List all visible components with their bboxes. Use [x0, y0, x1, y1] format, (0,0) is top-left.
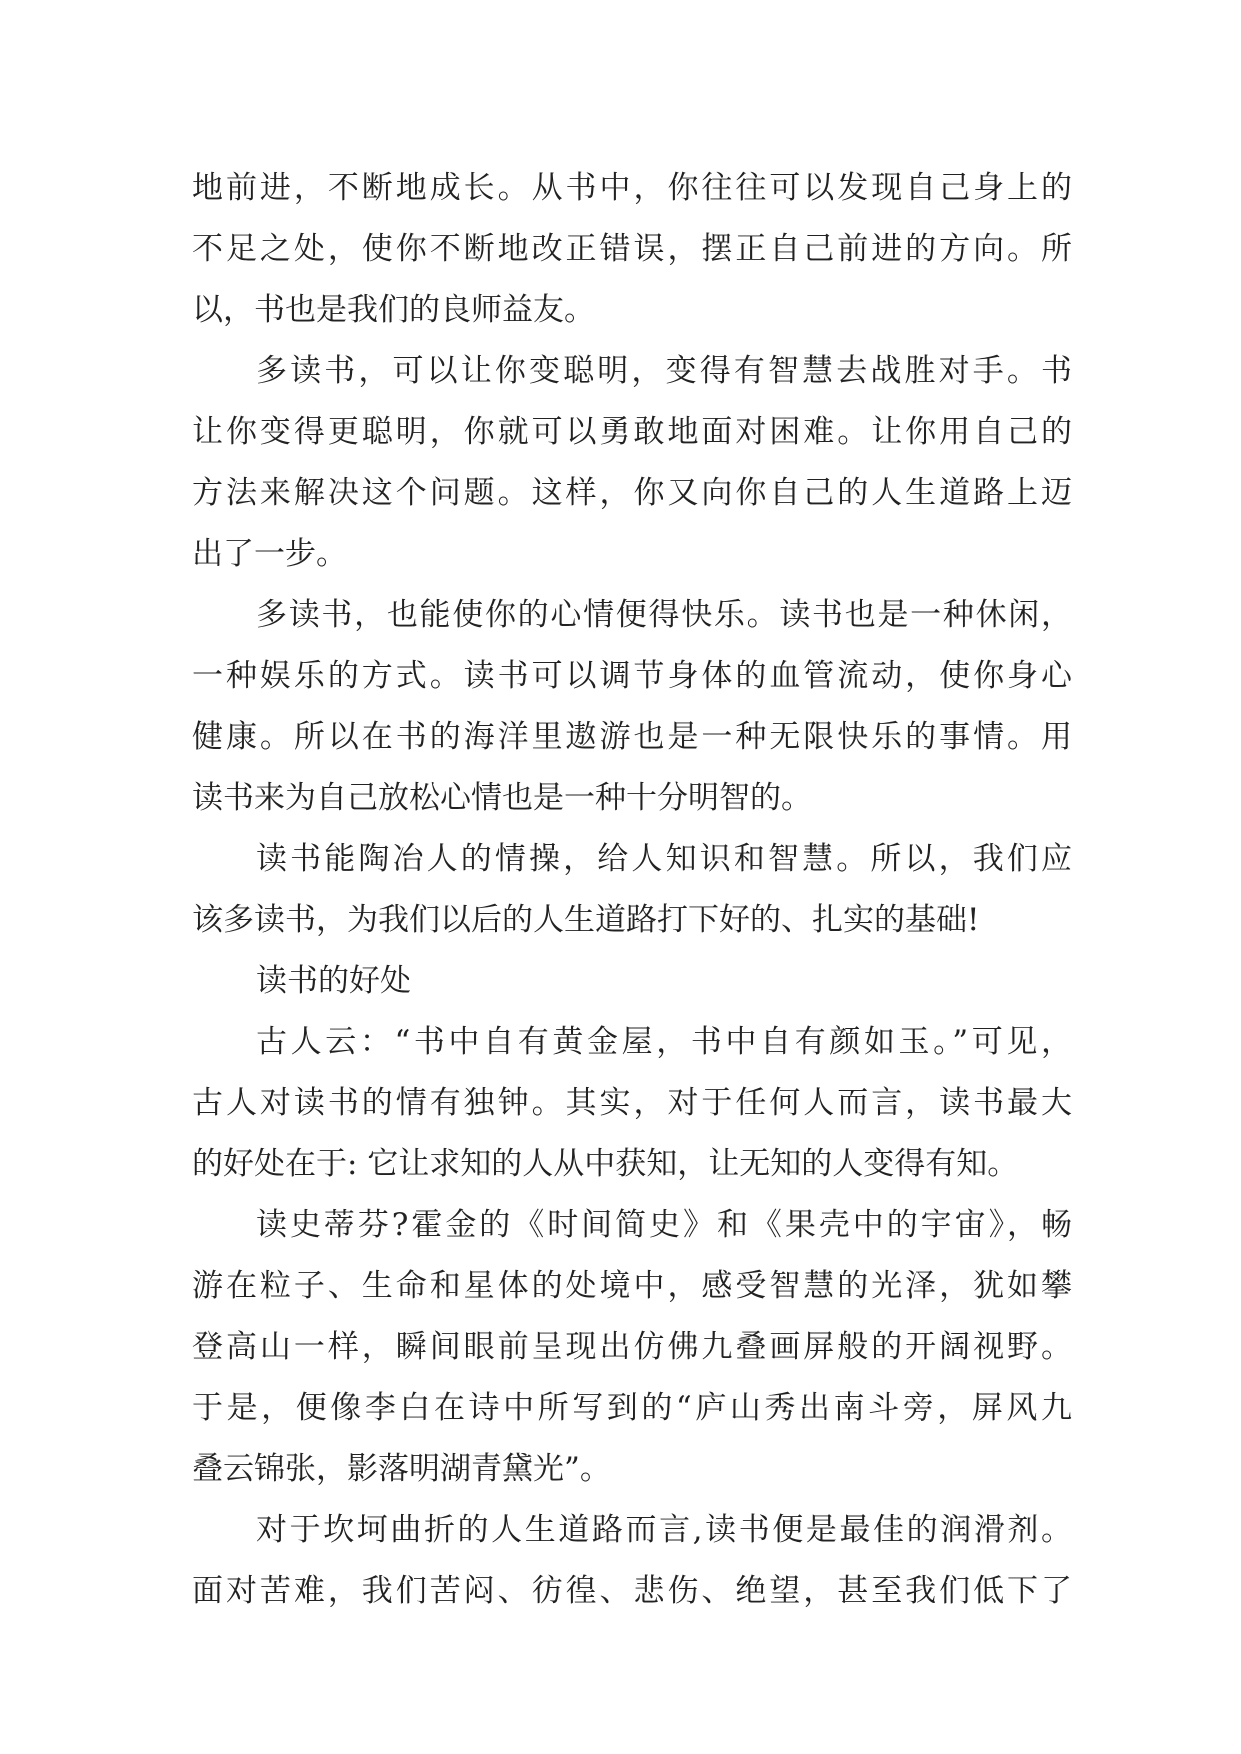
paragraph-line: 健康。所以在书的海洋里遨游也是一种无限快乐的事情。用	[192, 719, 1072, 755]
paragraph-line: 以，书也是我们的良师益友。	[192, 292, 595, 328]
paragraph-line: 出了一步。	[192, 536, 347, 572]
document-body	[192, 158, 1072, 1622]
paragraph-line: 叠云锦张，影落明湖青黛光”。	[192, 1451, 611, 1487]
paragraph-line: 读书能陶冶人的情操，给人知识和智慧。所以，我们应	[256, 841, 1072, 877]
paragraph-line: 多读书，可以让你变聪明，变得有智慧去战胜对手。书	[256, 353, 1072, 389]
paragraph-line: 古人云：“书中自有黄金屋，书中自有颜如玉。”可见，	[256, 1024, 1072, 1060]
paragraph-line: 对于坎坷曲折的人生道路而言,读书便是最佳的润滑剂。	[256, 1512, 1072, 1548]
paragraph-6	[192, 1195, 1072, 1500]
paragraph-line: 面对苦难，我们苦闷、彷徨、悲伤、绝望，甚至我们低下了	[192, 1573, 1072, 1609]
paragraph-line: 一种娱乐的方式。读书可以调节身体的血管流动，使你身心	[192, 658, 1072, 694]
paragraph-4	[192, 829, 1072, 951]
paragraph-line: 多读书，也能使你的心情便得快乐。读书也是一种休闲，	[256, 597, 1072, 633]
paragraph-3	[192, 585, 1072, 829]
paragraph-7	[192, 1500, 1072, 1622]
paragraph-line: 古人对读书的情有独钟。其实，对于任何人而言，读书最大	[192, 1085, 1072, 1121]
paragraph-line: 不足之处，使你不断地改正错误，摆正自己前进的方向。所	[192, 231, 1072, 267]
paragraph-1	[192, 158, 1072, 341]
paragraph-2	[192, 341, 1072, 585]
paragraph-line: 于是，便像李白在诗中所写到的“庐山秀出南斗旁，屏风九	[192, 1390, 1072, 1426]
paragraph-5	[192, 1012, 1072, 1195]
paragraph-line: 读书来为自己放松心情也是一种十分明智的。	[192, 780, 812, 816]
paragraph-line: 的好处在于: 它让求知的人从中获知，让无知的人变得有知。	[192, 1146, 1019, 1182]
section-title-text: 读书的好处	[256, 963, 411, 999]
paragraph-line: 游在粒子、生命和星体的处境中，感受智慧的光泽，犹如攀	[192, 1268, 1072, 1304]
paragraph-line: 地前进，不断地成长。从书中，你往往可以发现自己身上的	[192, 170, 1072, 206]
paragraph-line: 该多读书，为我们以后的人生道路打下好的、扎实的基础!	[192, 902, 980, 938]
paragraph-line: 登高山一样，瞬间眼前呈现出仿佛九叠画屏般的开阔视野。	[192, 1329, 1072, 1365]
paragraph-line: 方法来解决这个问题。这样，你又向你自己的人生道路上迈	[192, 475, 1072, 511]
paragraph-line: 读史蒂芬?霍金的《时间简史》和《果壳中的宇宙》，畅	[256, 1207, 1072, 1243]
paragraph-line: 让你变得更聪明，你就可以勇敢地面对困难。让你用自己的	[192, 414, 1072, 450]
section-title	[192, 951, 1072, 1012]
